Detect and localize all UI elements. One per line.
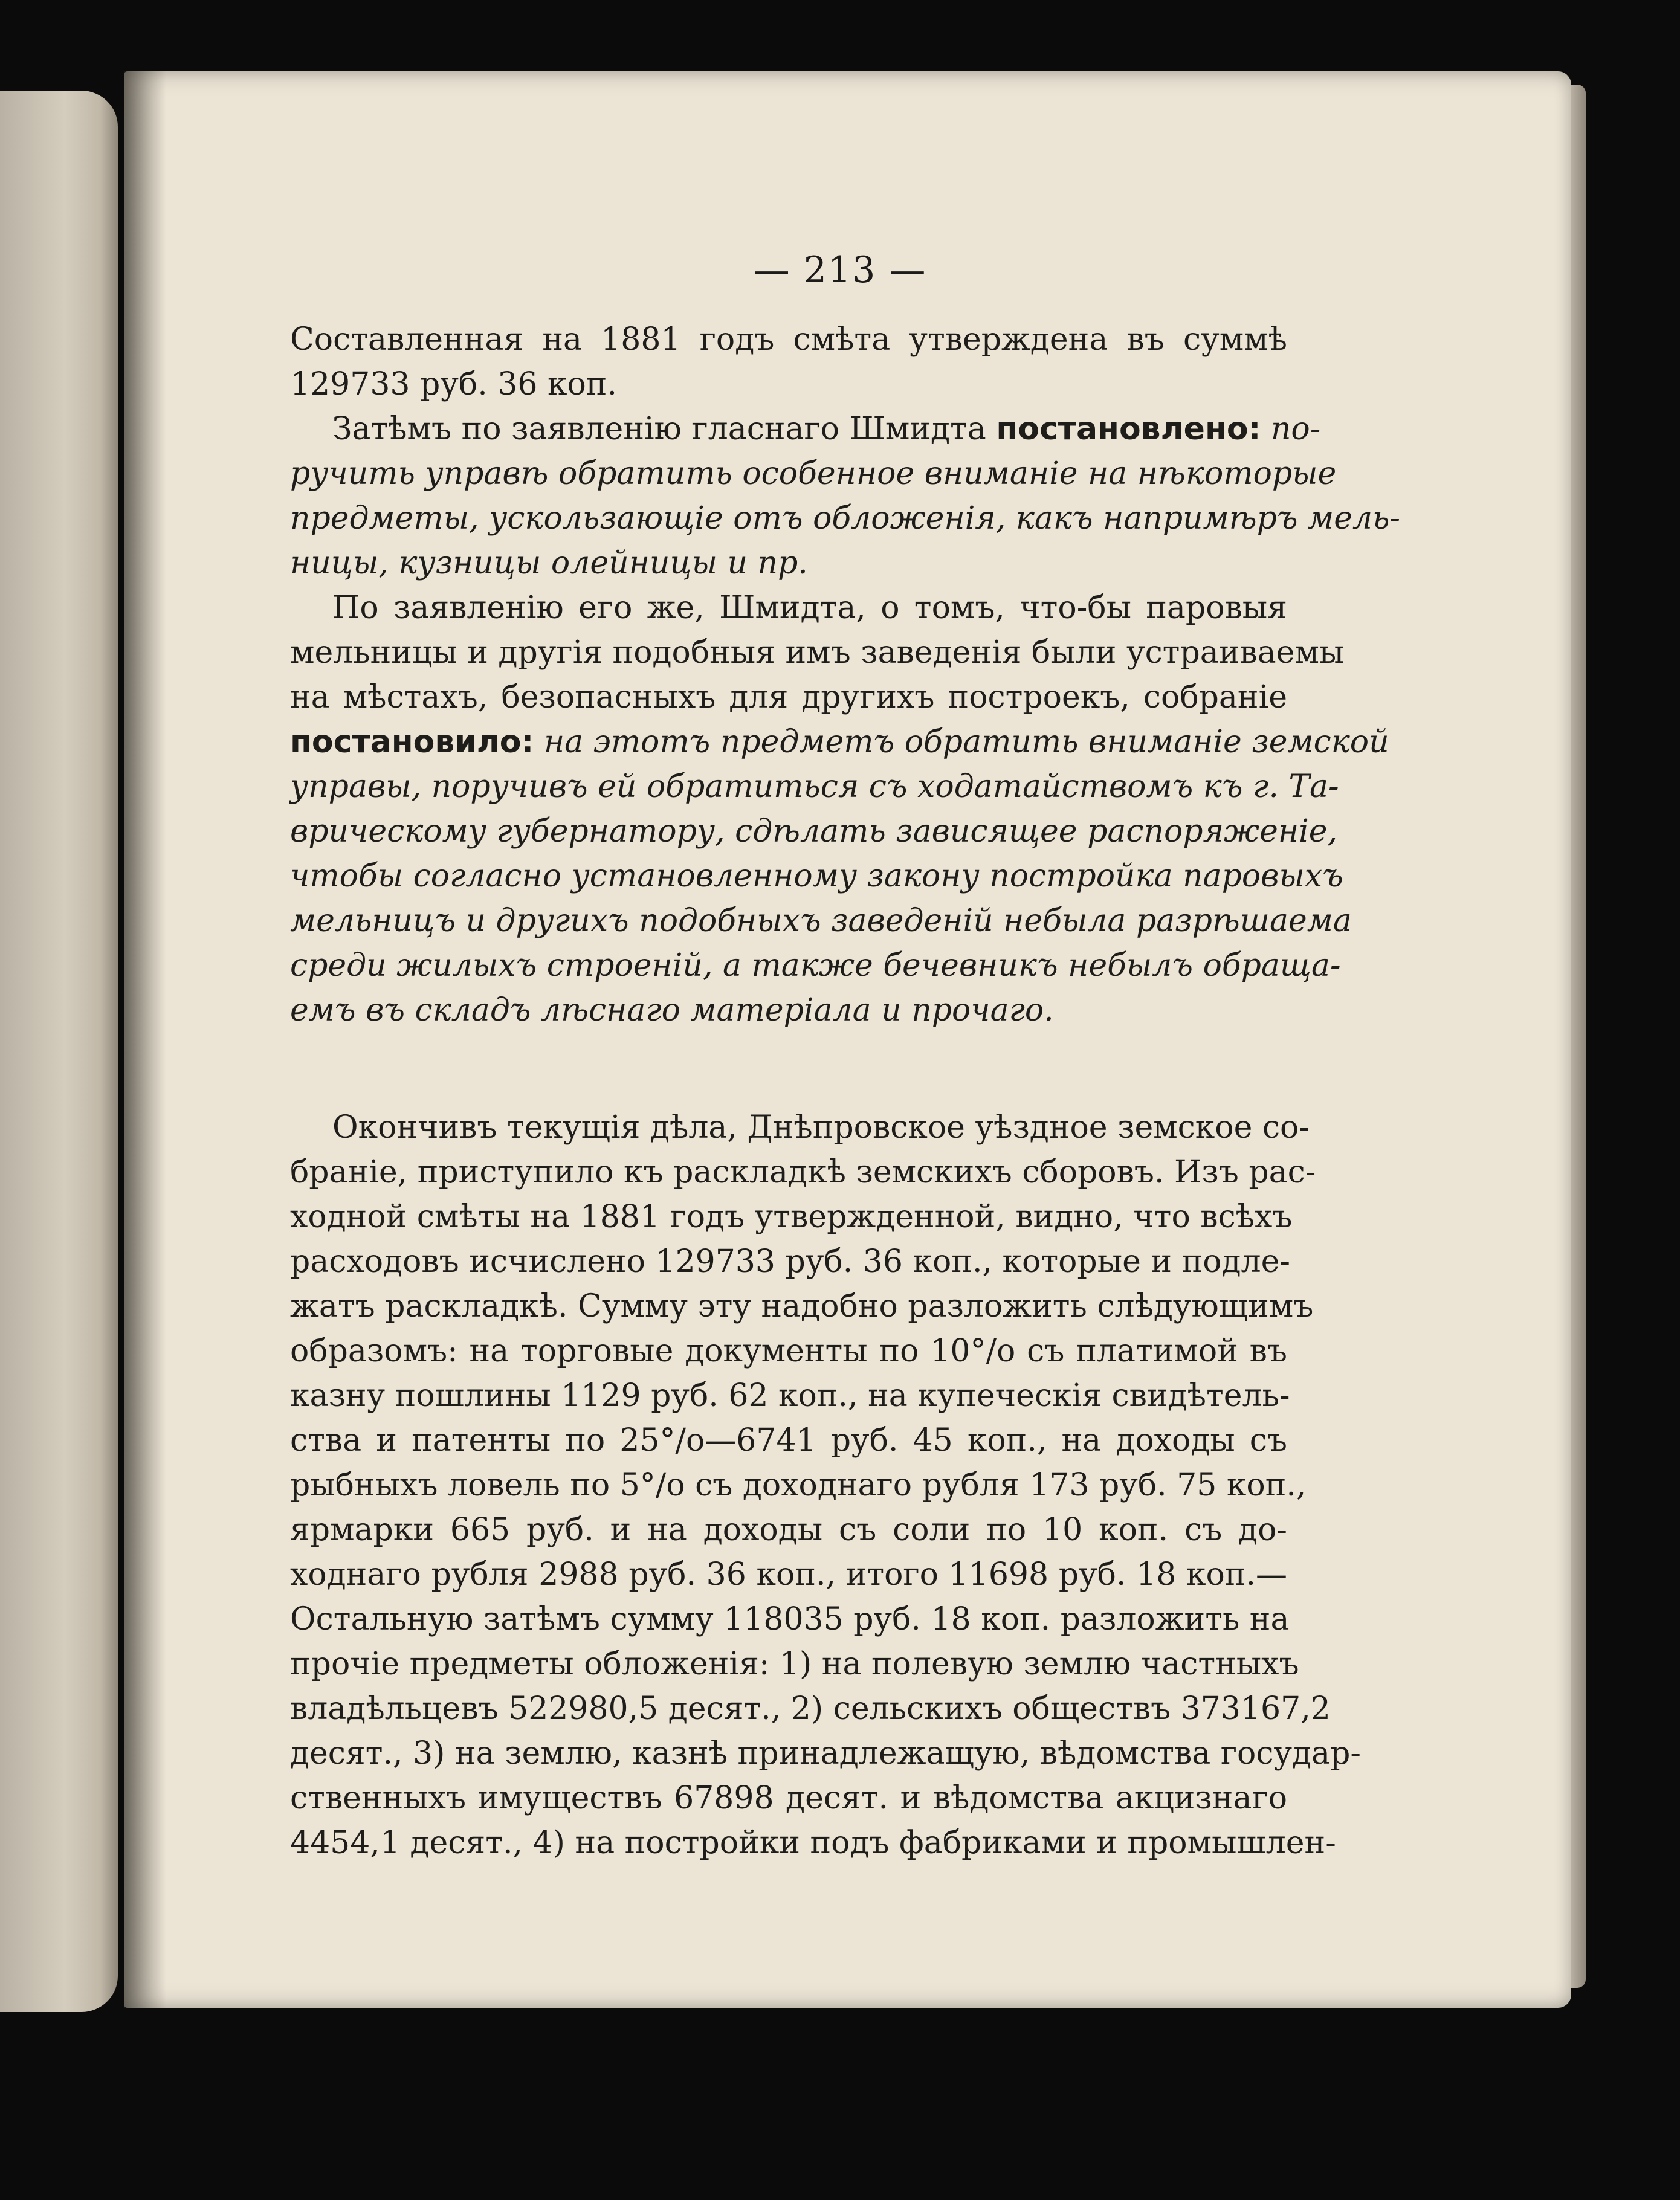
paragraph-3 bbox=[290, 585, 1389, 1033]
text-line: По заявленію его же, Шмидта, о томъ, что-бы паровыя bbox=[332, 590, 1287, 626]
text-line: десят., 3) на землю, казнѣ принадлежащую, вѣдомства государ- bbox=[290, 1735, 1361, 1772]
text-line: ственныхъ имуществъ 67898 десят. и вѣдомства акцизнаго bbox=[290, 1780, 1287, 1816]
text-line: Составленная на 1881 годъ смѣта утверждена въ суммѣ bbox=[290, 321, 1287, 358]
text-line: ходной смѣты на 1881 годъ утвержденной, видно, что всѣхъ bbox=[290, 1199, 1293, 1235]
italic-line: ручить управѣ обратить особенное вниманіе на нѣкоторые bbox=[290, 456, 1337, 492]
text-line: расходовъ исчислено 129733 руб. 36 коп., которые и подле- bbox=[290, 1244, 1290, 1280]
text-line: владѣльцевъ 522980,5 десят., 2) сельскихъ обществъ 373167,2 bbox=[290, 1691, 1331, 1727]
left-page-edge bbox=[0, 91, 118, 2012]
text-line: рыбныхъ ловель по 5°/о съ доходнаго рубля 173 руб. 75 коп., bbox=[290, 1467, 1307, 1503]
text-line: Окончивъ текущія дѣла, Днѣпровское уѣздное земское со- bbox=[332, 1109, 1310, 1146]
italic-line: врическому губернатору, сдѣлать зависящее распоряженіе, bbox=[290, 813, 1338, 850]
text-line: образомъ: на торговые документы по 10°/о съ платимой въ bbox=[290, 1333, 1287, 1369]
text-line: прочіе предметы обложенія: 1) на полевую землю частныхъ bbox=[290, 1646, 1299, 1682]
text-line: Остальную затѣмъ сумму 118035 руб. 18 коп. разложить на bbox=[290, 1601, 1290, 1637]
italic-line: предметы, ускользающіе отъ обложенія, какъ напримѣръ мель- bbox=[290, 500, 1400, 537]
text-line: 4454,1 десят., 4) на постройки подъ фабриками и промышлен- bbox=[290, 1825, 1336, 1861]
italic-line: мельницъ и другихъ подобныхъ заведеній небыла разрѣшаема bbox=[290, 903, 1352, 939]
italic-text: на этотъ предметъ обратить вниманіе земской bbox=[534, 724, 1389, 760]
text-line: ярмарки 665 руб. и на доходы съ соли по 10 коп. съ до- bbox=[290, 1512, 1287, 1548]
text-line bbox=[290, 407, 1321, 451]
section-spacer bbox=[290, 1033, 1287, 1105]
text-line: мельницы и другія подобныя имъ заведенія были устраиваемы bbox=[290, 634, 1345, 671]
bold-resolution-word: постановлено: bbox=[996, 411, 1261, 447]
text-line: на мѣстахъ, безопасныхъ для другихъ построекъ, собраніе bbox=[290, 679, 1287, 715]
paragraph-1 bbox=[290, 317, 1287, 407]
bold-resolution-word: постановило: bbox=[290, 724, 534, 760]
page-stack-edge bbox=[1571, 85, 1586, 1988]
italic-line: чтобы согласно установленному закону постройка паровыхъ bbox=[290, 858, 1343, 894]
text-line: браніе, приступило къ раскладкѣ земскихъ сборовъ. Изъ рас- bbox=[290, 1154, 1316, 1190]
plain-text: Затѣмъ по заявленію гласнаго Шмидта bbox=[332, 411, 997, 447]
text-line bbox=[290, 720, 1389, 764]
paragraph-2 bbox=[290, 407, 1400, 585]
text-line: ходнаго рубля 2988 руб. 36 коп., итого 11698 руб. 18 коп.— bbox=[290, 1556, 1287, 1593]
paragraph-4 bbox=[290, 1105, 1361, 1865]
text-line: ства и патенты по 25°/о—6741 руб. 45 коп., на доходы съ bbox=[290, 1422, 1287, 1459]
text-line: казну пошлины 1129 руб. 62 коп., на купеческія свидѣтель- bbox=[290, 1378, 1290, 1414]
text-line: 129733 руб. 36 коп. bbox=[290, 366, 617, 402]
italic-line: ницы, кузницы олейницы и пр. bbox=[290, 545, 808, 581]
italic-line: управы, поручивъ ей обратиться съ ходатайствомъ къ г. Та- bbox=[290, 769, 1339, 805]
italic-line: среди жилыхъ строеній, а также бечевникъ небылъ обраща- bbox=[290, 947, 1341, 984]
italic-text: по- bbox=[1261, 411, 1321, 447]
page-text bbox=[290, 317, 1400, 1865]
italic-line: емъ въ складъ лѣснаго матеріала и прочаго. bbox=[290, 992, 1054, 1028]
text-line: жатъ раскладкѣ. Сумму эту надобно разложить слѣдующимъ bbox=[290, 1288, 1314, 1324]
page-gutter-shadow bbox=[124, 71, 166, 2008]
page-number: — 213 — bbox=[753, 249, 927, 291]
